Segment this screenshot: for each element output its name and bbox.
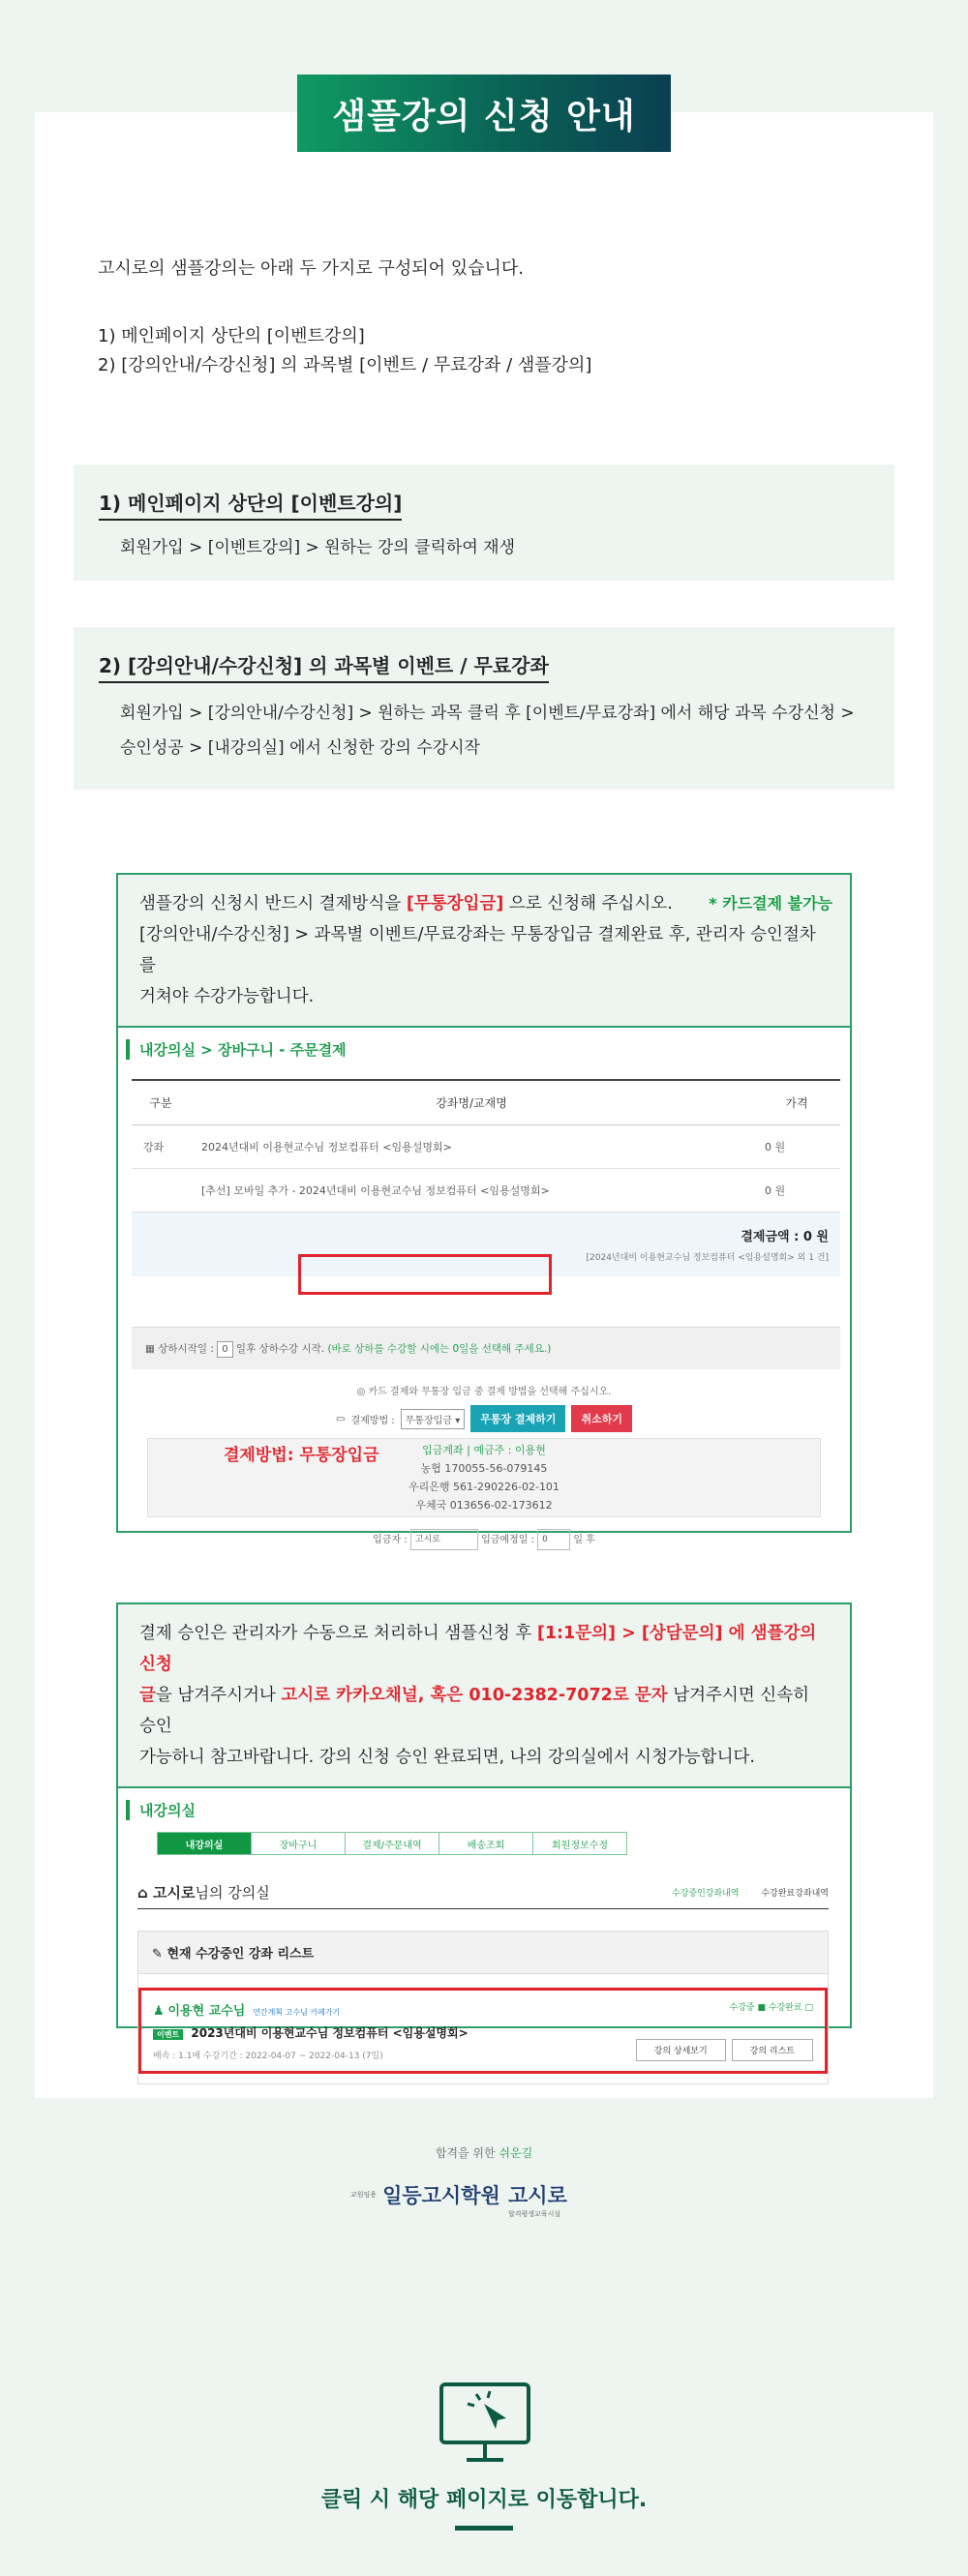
notice-highlight: 글 — [139, 1686, 156, 1705]
study-start-select[interactable]: 0 — [217, 1341, 232, 1358]
notice-highlight: 고시로 카카오채널, 혹은 010-2382-7072로 문자 — [281, 1686, 668, 1705]
cart-breadcrumb: 내강의실 > 장바구니 - 주문결제 — [126, 1039, 842, 1060]
col-name: 강좌명/교재명 — [190, 1080, 753, 1125]
my-classroom-header — [137, 1882, 829, 1909]
course-list-title: 현재 수강중인 강좌 리스트 — [166, 1947, 315, 1962]
bank-account: 우체국 013656-02-173612 — [415, 1499, 553, 1512]
tab-delivery[interactable]: 배송조회 — [439, 1832, 533, 1855]
logo-small-text: 합격평생교육시설 — [508, 2210, 561, 2218]
payment-notice — [118, 875, 850, 1028]
teacher-name: 이용현 교수님 — [167, 2004, 246, 2019]
list-item[interactable] — [138, 1988, 828, 2074]
study-start-bar — [132, 1327, 840, 1369]
step1-title: 1) 메인페이지 상단의 [이벤트강의] — [99, 488, 402, 521]
classroom-tabs — [157, 1832, 850, 1855]
notice-text: 남겨주시면 신속히 승인 — [139, 1686, 810, 1736]
intro-text — [98, 255, 591, 380]
home-icon: ⌂ — [137, 1884, 148, 1902]
pay-method-label: 결제방법 : — [350, 1415, 395, 1426]
tab-cart[interactable]: 장바구니 — [251, 1832, 346, 1855]
notice-line-3: 가능하니 참고바랍니다. 강의 신청 승인 완료되면, 나의 강의실에서 시청가능합니다. — [139, 1748, 755, 1767]
cta-underline — [455, 2526, 513, 2531]
cta-text[interactable]: 클릭 시 해당 페이지로 이동합니다. — [320, 2488, 648, 2512]
bank-holder: 입금계좌 | 예금주 : 이용현 — [422, 1444, 546, 1456]
step1-line: 회원가입 > [이벤트강의] > 원하는 강의 클릭하여 재생 — [120, 538, 516, 557]
classroom-breadcrumb: 내강의실 — [126, 1800, 842, 1820]
ongoing-courses-link[interactable]: 수강중인강좌내역 — [672, 1889, 740, 1899]
row-price: 0 원 — [753, 1125, 840, 1169]
classroom-suffix: 님의 강의실 — [195, 1884, 270, 1902]
tab-my-classroom[interactable]: 내강의실 — [157, 1832, 252, 1855]
card-icon: ▭ — [336, 1413, 346, 1424]
step2-line-2: 승인성공 > [내강의실] 에서 신청한 강의 수강시작 — [120, 738, 480, 758]
notice-text: 을 남겨주시거나 — [155, 1686, 282, 1705]
course-status: 수강중 ■ 수강완료 □ — [729, 2003, 813, 2013]
logo-text: 일등고시학원 — [382, 2184, 500, 2207]
order-table — [132, 1079, 840, 1213]
notice-text: 결제 승인은 관리자가 수동으로 처리하니 샘플신청 후 — [139, 1624, 537, 1643]
notice-text-tail: 으로 신청해 주십시오. — [503, 894, 673, 914]
deposit-row — [118, 1529, 850, 1550]
course-list-button[interactable]: 강의 리스트 — [732, 2039, 813, 2061]
highlight-frame — [298, 1254, 552, 1295]
page-title: 샘플강의 신청 안내 — [297, 75, 671, 152]
study-start-text: 일후 상하수강 시작. — [235, 1343, 325, 1355]
monitor-click-icon[interactable] — [438, 2379, 532, 2473]
user-icon: ♟ — [153, 2004, 165, 2019]
gosiro-logo — [508, 2180, 567, 2219]
bank-account: 농협 170055-56-079145 — [420, 1462, 548, 1475]
notice-highlight: [1:1문의] > [상담문의] 에 샘플강의 신청 — [139, 1624, 817, 1674]
course-meta: 배속 : 1.1배 수강기간 : 2022-04-07 ~ 2022-04-13 (7일) — [153, 2052, 383, 2061]
pay-info: ◎ 카드 결제와 무통장 입금 중 결제 방법을 선택해 주십시오. — [356, 1387, 612, 1397]
ildeung-logo — [350, 2180, 500, 2209]
bank-account-box — [147, 1438, 821, 1517]
course-title: 2023년대비 이용현교수님 정보컴퓨터 <임용설명회> — [191, 2026, 469, 2040]
row-type — [132, 1169, 190, 1213]
method-callout: 결제방법: 무통장입금 — [224, 1446, 379, 1465]
step2-title: 2) [강의안내/수강신청] 의 과목별 이벤트 / 무료강좌 — [99, 650, 549, 683]
step1-box — [74, 464, 894, 581]
tab-member-info[interactable]: 회원정보수정 — [532, 1832, 627, 1855]
calendar-icon: ▦ — [145, 1343, 155, 1355]
bank-transfer-pay-button[interactable]: 무통장 결제하기 — [470, 1405, 565, 1432]
pay-method-select[interactable] — [401, 1409, 466, 1429]
order-panel — [116, 873, 852, 1545]
notice-text: 샘플강의 신청시 반드시 결제방식을 — [139, 894, 407, 914]
col-type: 구분 — [132, 1080, 190, 1125]
total-amount: 결제금액 : 0 원 — [741, 1230, 829, 1244]
table-row — [132, 1125, 840, 1169]
row-name: 2024년대비 이용현교수님 정보컴퓨터 <임용설명회> — [190, 1125, 753, 1169]
teacher-links[interactable]: 연간계획 고수님 카페가기 — [253, 2008, 341, 2017]
course-list — [137, 1931, 829, 2084]
depositor-label: 입금자 : — [373, 1535, 408, 1545]
deposit-date-label: 입금예정일 : — [481, 1535, 534, 1545]
pay-method-value: 무통장입금 — [405, 1415, 452, 1426]
tab-orders[interactable]: 결제/주문내역 — [345, 1832, 439, 1855]
row-price: 0 원 — [753, 1169, 840, 1213]
intro-item-2: 2) [강의안내/수강신청] 의 과목별 [이벤트 / 무료강좌 / 샘플강의] — [98, 355, 592, 375]
course-detail-button[interactable]: 강의 상세보기 — [636, 2039, 726, 2061]
intro-line: 고시로의 샘플강의는 아래 두 가지로 구성되어 있습니다. — [98, 258, 524, 279]
table-row — [132, 1169, 840, 1213]
pay-method-row — [118, 1405, 850, 1432]
logo-text: 고시로 — [508, 2184, 567, 2207]
step2-box — [74, 627, 894, 790]
study-start-label: 상하시작일 : — [158, 1343, 218, 1355]
intro-item-1: 1) 메인페이지 상단의 [이벤트강의] — [98, 326, 365, 346]
logo-small-text: 교원임용 — [350, 2191, 378, 2199]
notice-line-2: [강의안내/수강신청] > 과목별 이벤트/무료강좌는 무통장입금 결제완료 후, 관리자 승인절차를 — [139, 925, 816, 975]
user-name: 고시로 — [152, 1884, 196, 1902]
chevron-down-icon: ▾ — [455, 1415, 461, 1426]
approval-notice — [118, 1604, 850, 1788]
step2-line-1: 회원가입 > [강의안내/수강신청] > 원하는 과목 클릭 후 [이벤트/무료강좌] 에서 해당 과목 수강신청 > — [120, 704, 855, 723]
slogan-text: 합격을 위한 — [435, 2146, 499, 2160]
row-name: [추선] 모바일 추가 - 2024년대비 이용현교수님 정보컴퓨터 <임용설명회> — [190, 1169, 753, 1213]
notice-highlight: [무통장입금] — [406, 894, 504, 914]
classroom-panel — [116, 1603, 852, 2061]
total-note: [2024년대비 이용현교수님 정보컴퓨터 <임용설명회> 외 1 건] — [586, 1253, 829, 1263]
course-list-header — [138, 1932, 828, 1974]
cancel-button[interactable]: 취소하기 — [571, 1405, 632, 1432]
deposit-date-suffix: 일 후 — [573, 1535, 595, 1545]
edit-icon: ✎ — [152, 1947, 163, 1962]
deposit-date-input[interactable]: 0 — [537, 1529, 570, 1550]
bank-account: 우리은행 561-290226-02-101 — [408, 1481, 560, 1493]
notice-line-3: 거쳐야 수강가능합니다. — [139, 987, 315, 1006]
row-type: 강좌 — [132, 1125, 190, 1169]
completed-courses-link[interactable]: 수강완료강좌내역 — [761, 1889, 829, 1899]
depositor-input[interactable]: 고시로 — [410, 1529, 478, 1550]
event-badge: 이벤트 — [153, 2029, 183, 2040]
study-start-hint: (바로 상하를 수강할 시에는 0일을 선택해 주세요.) — [327, 1343, 552, 1355]
slogan — [0, 2144, 968, 2161]
slogan-highlight: 쉬운길 — [499, 2146, 533, 2160]
col-price: 가격 — [753, 1080, 840, 1125]
card-not-allowed-note: * 카드결제 불가능 — [709, 894, 832, 913]
